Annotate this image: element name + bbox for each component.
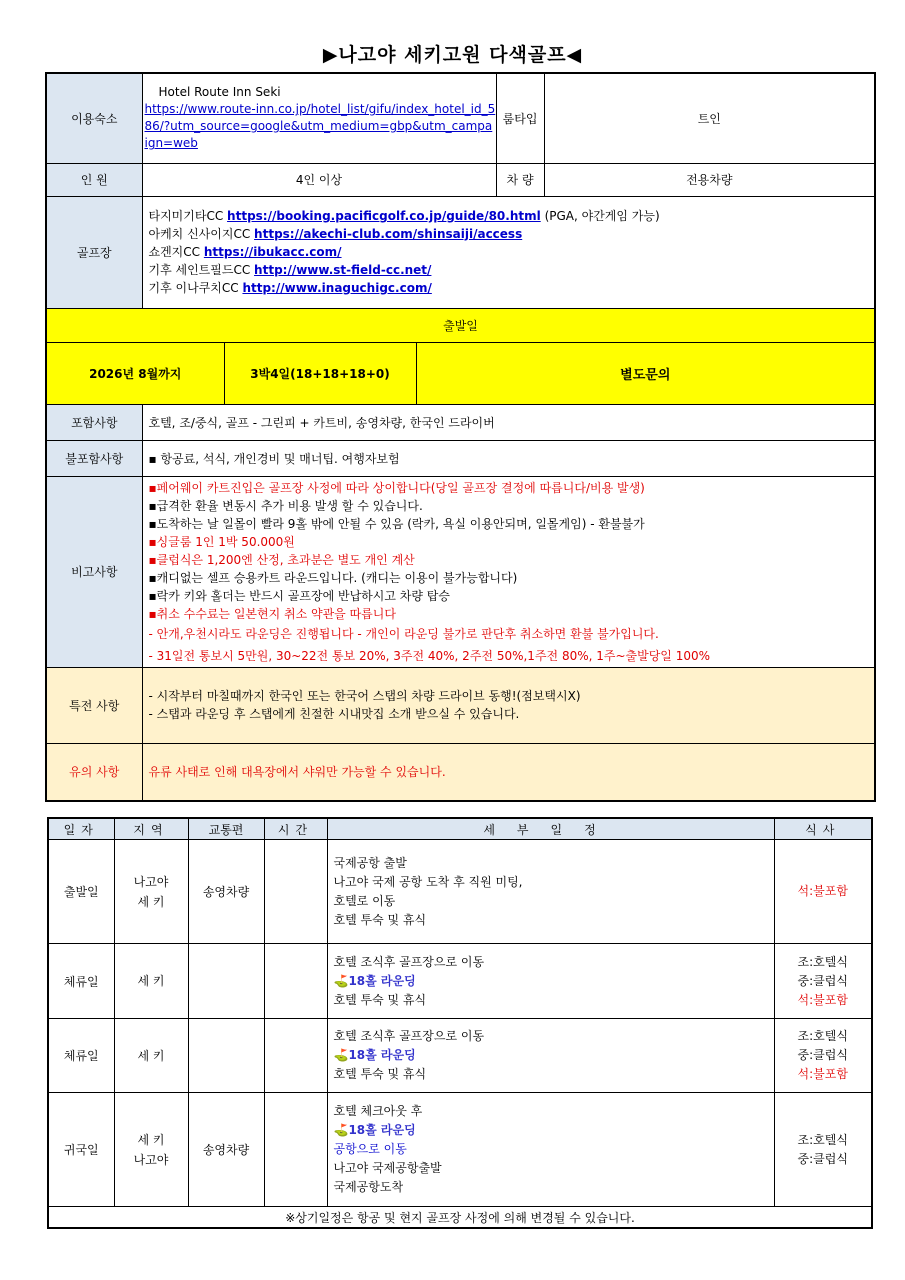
schedule-row — [48, 1019, 872, 1093]
region-name: 나고야 — [133, 874, 169, 889]
header-transport: 교통편 — [188, 818, 264, 840]
region-name: 세 키 — [137, 894, 165, 909]
page-title: ▶나고야 세키고원 다색골프◀ — [322, 44, 583, 66]
schedule-region — [114, 944, 188, 1019]
schedule-transport: 송영차량 — [188, 840, 264, 944]
remark-item: - 31일전 통보시 5만원, 30~22전 통보 20%, 3주전 40%, 2주전 50%,1주전 80%, 1주~출발당일 100% — [148, 648, 711, 663]
schedule-details — [327, 1093, 774, 1207]
schedule-region — [114, 1019, 188, 1093]
detail-line: 호텔로 이동 — [333, 893, 396, 908]
special-list — [142, 667, 875, 743]
schedule-meals — [774, 1019, 872, 1093]
departure-header: 출발일 — [46, 308, 875, 342]
schedule-details — [327, 944, 774, 1019]
special-item: - 스탭과 라운딩 후 스탭에게 친절한 시내맛집 소개 받으실 수 있습니다. — [148, 707, 520, 721]
schedule-footnote: ※상기일정은 항공 및 현지 골프장 사정에 의해 변경될 수 있습니다. — [48, 1207, 872, 1229]
golf-course-name: 기후 세인트필드CC — [148, 263, 251, 277]
schedule-time — [264, 1093, 327, 1207]
meal-item: 중:클럽식 — [797, 973, 848, 988]
golf-course-item — [149, 243, 869, 261]
region-name: 세 키 — [137, 1048, 165, 1063]
golf-course-name: 기후 이나쿠치CC — [148, 281, 239, 295]
region-name: 세 키 — [137, 1132, 165, 1147]
header-date: 일자 — [48, 818, 114, 840]
schedule-transport — [188, 1019, 264, 1093]
schedule-time — [264, 840, 327, 944]
departure-period: 2026년 8월까지 — [46, 342, 224, 404]
detail-line — [334, 1046, 768, 1065]
schedule-day: 귀국일 — [48, 1093, 114, 1207]
detail-line: 호텔 투숙 및 휴식 — [333, 992, 427, 1007]
golf-course-item — [149, 225, 869, 243]
golf-flag-icon: ⛳ — [333, 1123, 349, 1137]
detail-line: 호텔 투숙 및 휴식 — [333, 1067, 427, 1081]
golf-course-link[interactable]: https://ibukacc.com/ — [203, 245, 342, 259]
remark-item: ▪취소 수수료는 일본현지 취소 약관을 따릅니다 — [148, 606, 396, 621]
included-label: 포함사항 — [46, 404, 142, 440]
golf-label: 골프장 — [46, 196, 142, 308]
hotel-name: Hotel Route Inn Seki — [158, 85, 281, 100]
schedule-meals — [774, 944, 872, 1019]
schedule-day: 출발일 — [48, 840, 114, 944]
meal-item: 중:클럽식 — [797, 1048, 848, 1062]
detail-line — [334, 972, 768, 991]
schedule-meals — [774, 1093, 872, 1207]
caution-label: 유의 사항 — [46, 743, 142, 801]
meal-item: 조:호텔식 — [797, 1132, 848, 1147]
region-name: 나고야 — [133, 1152, 169, 1167]
golf-course-link[interactable]: https://booking.pacificgolf.co.jp/guide/80.html — [227, 209, 541, 223]
included-value: 호텔, 조/중식, 골프 - 그린피 + 카트비, 송영차량, 한국인 드라이버 — [142, 404, 875, 440]
caution-value: 유류 사태로 인해 대욕장에서 샤워만 가능할 수 있습니다. — [142, 743, 875, 801]
detail-line: 국제공항 출발 — [333, 855, 407, 870]
golf-course-link[interactable]: https://akechi-club.com/shinsaiji/access — [254, 227, 523, 241]
excluded-value: ▪ 항공료, 석식, 개인경비 및 매너팁. 여행자보험 — [142, 440, 875, 476]
schedule-day: 체류일 — [48, 1019, 114, 1093]
meal-item: 조:호텔식 — [797, 1029, 848, 1043]
schedule-row — [48, 1093, 872, 1207]
tour-info-table — [45, 72, 876, 802]
detail-line: 나고야 국제 공항 도착 후 직원 미팅, — [333, 874, 523, 889]
special-item: - 시작부터 마칠때까지 한국인 또는 한국어 스탭의 차량 드라이브 동행!(점보택시X) — [148, 689, 581, 703]
schedule-row — [48, 840, 872, 944]
golf-course-name: 타지미기타CC — [148, 209, 224, 223]
remark-item: ▪클럽식은 1,200엔 산정, 초과분은 별도 개인 계산 — [148, 552, 415, 567]
accommodation-cell — [142, 73, 496, 163]
people-value: 4인 이상 — [142, 163, 496, 196]
departure-price: 별도문의 — [416, 342, 875, 404]
schedule-meals — [774, 840, 872, 944]
golf-round-text: 18홀 라운딩 — [348, 973, 416, 988]
detail-line: 국제공항도착 — [333, 1180, 404, 1194]
golf-round-text: 18홀 라운딩 — [348, 1048, 416, 1062]
remark-item: ▪급격한 환율 변동시 추가 비용 발생 할 수 있습니다. — [148, 498, 423, 513]
detail-line — [334, 1121, 768, 1140]
header-meals: 식사 — [774, 818, 872, 840]
detail-line: 공항으로 이동 — [333, 1142, 407, 1156]
remarks-label: 비고사항 — [46, 476, 142, 667]
schedule-region — [114, 840, 188, 944]
detail-line: 호텔 조식후 골프장으로 이동 — [333, 954, 485, 969]
detail-line: 호텔 조식후 골프장으로 이동 — [333, 1029, 485, 1043]
golf-course-name: 쇼겐지CC — [148, 245, 201, 259]
detail-line: 호텔 투숙 및 휴식 — [333, 912, 427, 927]
remark-item: ▪도착하는 날 일몰이 빨라 9홀 밖에 안될 수 있음 (락카, 욕실 이용안되며, 일몰게임) - 환불불가 — [148, 516, 645, 531]
golf-course-list — [142, 196, 875, 308]
schedule-transport: 송영차량 — [188, 1093, 264, 1207]
schedule-transport — [188, 944, 264, 1019]
meal-item: 석:불포함 — [797, 884, 848, 898]
schedule-details — [327, 840, 774, 944]
hotel-link[interactable]: https://www.route-inn.co.jp/hotel_list/gifu/index_hotel_id_586/?utm_source=google&utm_medium=gbp&utm_campaign=web — [144, 102, 496, 151]
golf-course-note: (PGA, 야간게임 가능) — [544, 209, 660, 223]
golf-course-link[interactable]: http://www.inaguchigc.com/ — [242, 281, 432, 295]
header-region: 지역 — [114, 818, 188, 840]
meal-item: 조:호텔식 — [797, 954, 848, 969]
region-name: 세 키 — [137, 974, 165, 988]
meal-item: 석:불포함 — [797, 992, 848, 1007]
remark-item: ▪캐디없는 셀프 승용카트 라운드입니다. (캐디는 이용이 불가능합니다) — [148, 570, 518, 585]
remark-item: ▪싱글룸 1인 1박 50.000원 — [148, 534, 295, 549]
schedule-table — [47, 817, 873, 1229]
room-type-label: 룸타입 — [496, 73, 544, 163]
special-label: 특전 사항 — [46, 667, 142, 743]
detail-line: 호텔 체크아웃 후 — [333, 1104, 423, 1118]
golf-flag-icon: ⛳ — [333, 973, 349, 988]
golf-course-link[interactable]: http://www.st-field-cc.net/ — [254, 263, 432, 277]
golf-course-name: 아케치 신사이지CC — [148, 227, 251, 241]
schedule-region — [114, 1093, 188, 1207]
remark-item: - 안개,우천시라도 라운딩은 진행됩니다 - 개인이 라운딩 불가로 판단후 취소하면 환불 불가입니다. — [148, 626, 659, 641]
detail-line: 나고야 국제공항출발 — [333, 1161, 442, 1175]
remark-item: ▪페어웨이 카트진입은 골프장 사정에 따라 상이합니다(당일 골프장 결정에 따릅니다/비용 발생) — [148, 480, 645, 495]
meal-item: 석:불포함 — [797, 1067, 848, 1081]
departure-duration: 3박4일(18+18+18+0) — [224, 342, 416, 404]
header-time: 시간 — [264, 818, 327, 840]
schedule-day: 체류일 — [48, 944, 114, 1019]
excluded-label: 불포함사항 — [46, 440, 142, 476]
schedule-time — [264, 1019, 327, 1093]
vehicle-value: 전용차량 — [544, 163, 875, 196]
schedule-time — [264, 944, 327, 1019]
vehicle-label: 차 량 — [496, 163, 544, 196]
schedule-details — [327, 1019, 774, 1093]
golf-course-item — [149, 207, 869, 225]
golf-flag-icon: ⛳ — [333, 1048, 349, 1062]
golf-course-item — [149, 261, 869, 279]
remarks-list — [142, 476, 875, 667]
meal-item: 중:클럽식 — [797, 1151, 848, 1166]
remark-item: ▪락카 키와 홀더는 반드시 골프장에 반납하시고 차량 탑승 — [148, 588, 450, 603]
room-type-value: 트인 — [544, 73, 875, 163]
golf-course-item — [149, 279, 869, 297]
people-label: 인 원 — [46, 163, 142, 196]
schedule-row — [48, 944, 872, 1019]
golf-round-text: 18홀 라운딩 — [348, 1123, 416, 1137]
accommodation-label: 이용숙소 — [46, 73, 142, 163]
header-details: 세부일정 — [327, 818, 774, 840]
